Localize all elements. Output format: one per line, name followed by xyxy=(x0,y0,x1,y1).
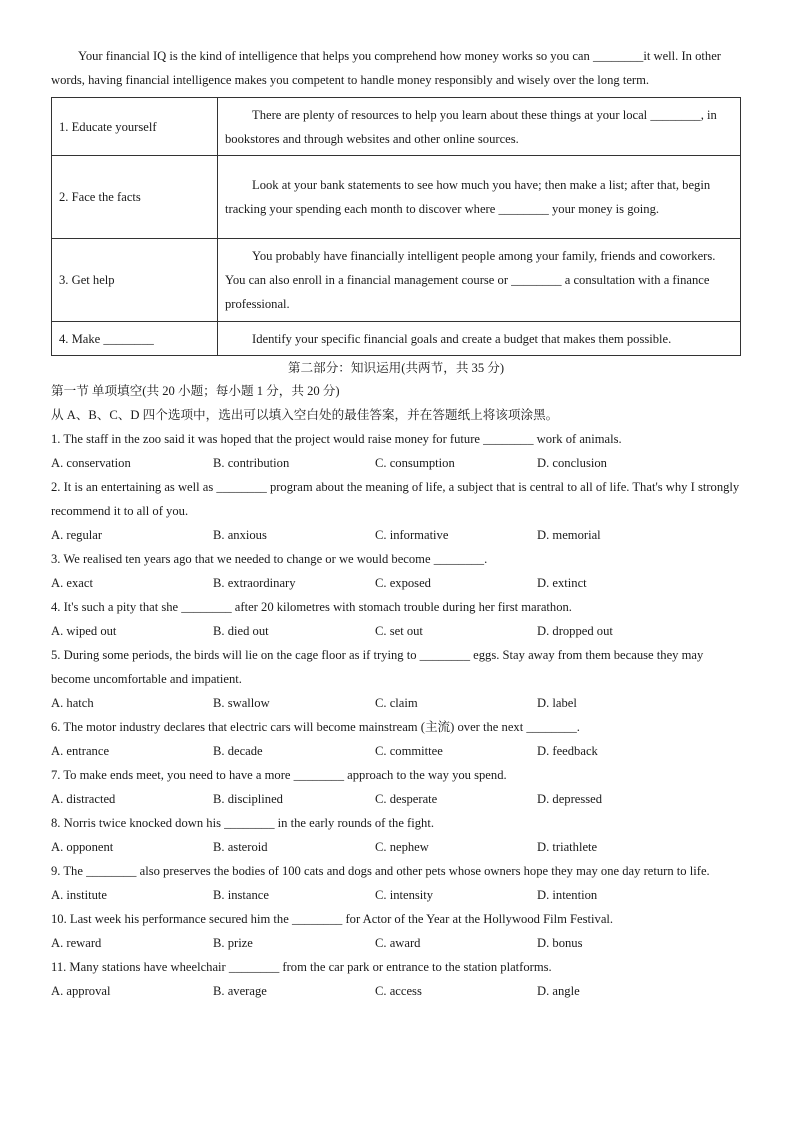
option-c: C. award xyxy=(375,936,421,950)
option-d: D. depressed xyxy=(537,792,603,806)
option-b: B. contribution xyxy=(213,456,290,470)
option-c: C. informative xyxy=(375,528,449,542)
option-d: D. intention xyxy=(537,888,598,902)
question-item xyxy=(51,427,741,475)
option-a: A. hatch xyxy=(51,696,94,710)
question-list xyxy=(51,427,741,1003)
option-d: D. memorial xyxy=(537,528,601,542)
row-text: Identify your specific financial goals and create a budget that makes them possible. xyxy=(252,331,672,346)
option-d: D. bonus xyxy=(537,936,583,950)
row-text: There are plenty of resources to help you learn about these things at your local ________, in bookstores and through websites and other online sources. xyxy=(225,107,717,146)
option-d: D. label xyxy=(537,696,577,710)
option-b: B. decade xyxy=(213,744,263,758)
option-d: D. conclusion xyxy=(537,456,607,470)
table-row xyxy=(52,239,741,322)
option-b: B. swallow xyxy=(213,696,270,710)
question-item xyxy=(51,547,741,595)
option-row xyxy=(51,835,741,859)
row-content xyxy=(218,239,741,322)
option-row xyxy=(51,691,741,715)
row-content xyxy=(218,322,741,356)
intro-text-2: it well. In other words, having financial intelligence makes you competent to handle money responsibly and wisely over the long term. xyxy=(51,49,721,87)
row-text: You probably have financially intelligent people among your family, friends and coworkers. You can also enroll in a financial management course or ________ a consultation with a finance professional. xyxy=(225,249,716,311)
question-item xyxy=(51,475,741,547)
option-row xyxy=(51,787,741,811)
option-row xyxy=(51,523,741,547)
question-item xyxy=(51,715,741,763)
row-label: 4. Make ________ xyxy=(52,322,218,356)
question-stem: 8. Norris twice knocked down his ________ in the early rounds of the fight. xyxy=(51,816,434,830)
table-row xyxy=(52,98,741,156)
option-c: C. set out xyxy=(375,624,423,638)
option-a: A. conservation xyxy=(51,456,131,470)
option-row xyxy=(51,451,741,475)
option-a: A. entrance xyxy=(51,744,110,758)
question-item xyxy=(51,811,741,859)
intro-blank: ________ xyxy=(592,49,644,63)
option-a: A. opponent xyxy=(51,840,114,854)
option-c: C. committee xyxy=(375,744,443,758)
part2-title: 第二部分：知识运用(共两节，共 35 分) xyxy=(287,361,505,375)
row-label: 3. Get help xyxy=(52,239,218,322)
option-a: A. distracted xyxy=(51,792,116,806)
question-stem: 7. To make ends meet, you need to have a more ________ approach to the way you spend. xyxy=(51,768,507,782)
option-row xyxy=(51,619,741,643)
option-row xyxy=(51,739,741,763)
row-content xyxy=(218,156,741,239)
option-b: B. asteroid xyxy=(213,840,268,854)
option-row xyxy=(51,883,741,907)
option-c: C. nephew xyxy=(375,840,429,854)
option-a: A. regular xyxy=(51,528,103,542)
question-stem: 4. It's such a pity that she ________ after 20 kilometres with stomach trouble during her first marathon. xyxy=(51,600,572,614)
option-d: D. extinct xyxy=(537,576,587,590)
option-c: C. desperate xyxy=(375,792,438,806)
row-label: 1. Educate yourself xyxy=(52,98,218,156)
table-row xyxy=(52,156,741,239)
option-d: D. triathlete xyxy=(537,840,598,854)
option-d: D. feedback xyxy=(537,744,598,758)
question-stem: 6. The motor industry declares that electric cars will become mainstream (主流) over the next ________. xyxy=(51,720,580,734)
option-a: A. institute xyxy=(51,888,107,902)
option-b: B. average xyxy=(213,984,267,998)
intro-paragraph xyxy=(51,44,741,92)
question-item xyxy=(51,643,741,715)
question-stem: 10. Last week his performance secured him the ________ for Actor of the Year at the Hollywood Film Festival. xyxy=(51,912,614,926)
row-label: 2. Face the facts xyxy=(52,156,218,239)
option-b: B. disciplined xyxy=(213,792,283,806)
option-row xyxy=(51,979,741,1003)
option-row xyxy=(51,931,741,955)
exam-page xyxy=(51,44,741,1003)
option-d: D. dropped out xyxy=(537,624,613,638)
row-content xyxy=(218,98,741,156)
option-c: C. exposed xyxy=(375,576,431,590)
option-a: A. exact xyxy=(51,576,93,590)
financial-iq-table xyxy=(51,97,741,356)
question-item xyxy=(51,955,741,1003)
question-item xyxy=(51,763,741,811)
option-a: A. wiped out xyxy=(51,624,117,638)
option-a: A. approval xyxy=(51,984,111,998)
question-stem: 9. The ________ also preserves the bodies of 100 cats and dogs and other pets whose owners hope they may one day return to life. xyxy=(51,864,710,878)
section1-title: 第一节 单项填空(共 20 小题；每小题 1 分，共 20 分) xyxy=(51,384,340,398)
option-b: B. died out xyxy=(213,624,269,638)
instructions: 从 A、B、C、D 四个选项中，选出可以填入空白处的最佳答案，并在答题纸上将该项涂黑。 xyxy=(51,408,559,422)
option-b: B. extraordinary xyxy=(213,576,296,590)
question-item xyxy=(51,595,741,643)
question-item xyxy=(51,907,741,955)
question-stem: 3. We realised ten years ago that we needed to change or we would become ________. xyxy=(51,552,488,566)
table-row xyxy=(52,322,741,356)
option-b: B. instance xyxy=(213,888,269,902)
option-d: D. angle xyxy=(537,984,580,998)
question-stem: 1. The staff in the zoo said it was hoped that the project would raise money for future ________ work of animals. xyxy=(51,432,622,446)
intro-text-1: Your financial IQ is the kind of intelligence that helps you comprehend how money works so you can xyxy=(78,49,593,63)
option-a: A. reward xyxy=(51,936,102,950)
question-stem: 5. During some periods, the birds will lie on the cage floor as if trying to ________ eggs. Stay away from them because they may become uncomfortable and impatient. xyxy=(51,648,704,686)
option-row xyxy=(51,571,741,595)
question-stem: 2. It is an entertaining as well as ________ program about the meaning of life, a subject that is central to all of life. That's why I strongly recommend it to all of you. xyxy=(51,480,740,518)
option-b: B. prize xyxy=(213,936,253,950)
option-c: C. claim xyxy=(375,696,418,710)
question-stem: 11. Many stations have wheelchair ________ from the car park or entrance to the station platforms. xyxy=(51,960,552,974)
option-c: C. access xyxy=(375,984,422,998)
option-b: B. anxious xyxy=(213,528,267,542)
row-text: Look at your bank statements to see how much you have; then make a list; after that, begin tracking your spending each month to discover where ________ your money is going. xyxy=(225,178,711,216)
question-item xyxy=(51,859,741,907)
option-c: C. intensity xyxy=(375,888,434,902)
option-c: C. consumption xyxy=(375,456,455,470)
